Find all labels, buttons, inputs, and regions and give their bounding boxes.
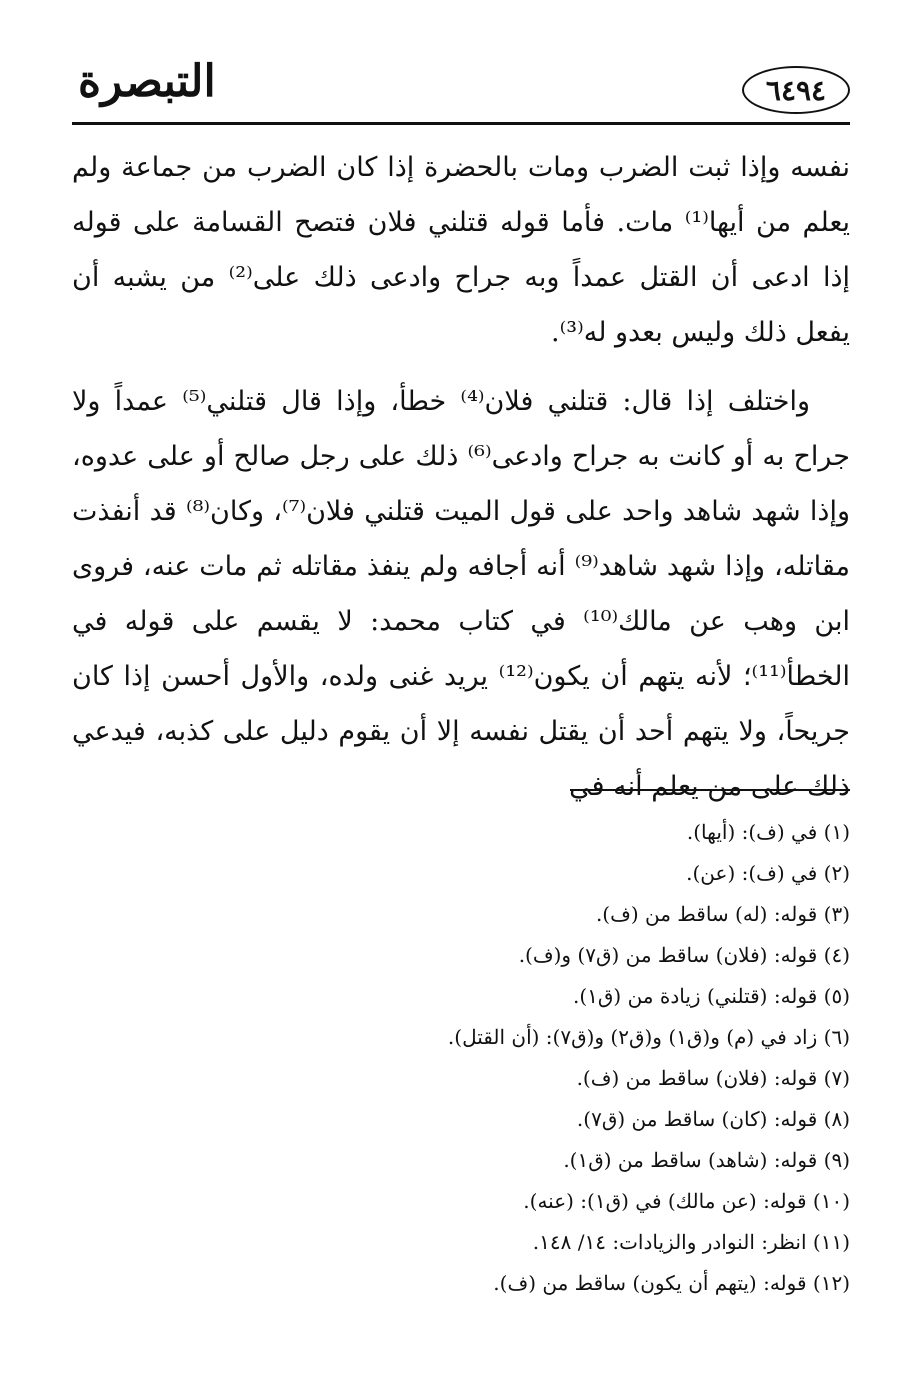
footnote: (١٢) قوله: (يتهم أن يكون) ساقط من (ف).: [493, 1271, 850, 1295]
page-number: ٦٤٩٤: [742, 66, 850, 114]
footnote: (٨) قوله: (كان) ساقط من (ق٧).: [576, 1107, 850, 1131]
footnote: (٧) قوله: (فلان) ساقط من (ف).: [576, 1066, 850, 1090]
page-header: [72, 52, 850, 125]
main-text: [72, 140, 850, 814]
footnote: (١٠) قوله: (عن مالك) في (ق١): (عنه).: [523, 1189, 850, 1213]
footnote: (٥) قوله: (قتلني) زيادة من (ق١).: [572, 984, 850, 1008]
footnotes-list: [72, 812, 850, 1304]
footnote-divider: [570, 789, 850, 791]
footnote: (٦) زاد في (م) و(ق١) و(ق٢) و(ق٧): (أن القتل).: [447, 1025, 850, 1049]
paragraph: واختلف إذا قال: قتلني فلان⁽⁴⁾ خطأ، وإذا قال قتلني⁽⁵⁾ عمداً ولا جراح به أو كانت به جراح وادعى⁽⁶⁾ ذلك على رجل صالح أو على عدوه، وإذا شهد شاهد واحد على قول الميت قتلني فلان⁽⁷⁾، وكان⁽⁸⁾ قد أنفذت مقاتله، وإذا شهد شاهد⁽⁹⁾ أنه أجافه ولم ينفذ مقاتله ثم مات عنه، فروى ابن وهب عن مالك⁽¹⁰⁾ في كتاب محمد: لا يقسم على قوله في الخطأ⁽¹¹⁾؛ لأنه يتهم أن يكون⁽¹²⁾ يريد غنى ولده، والأول أحسن إذا كان جريحاً، ولا يتهم أحد أن يقتل نفسه إلا أن يقوم دليل على كذبه، فيدعي ذلك على من يعلم أنه في: [72, 386, 851, 802]
footnote: (١) في (ف): (أيها).: [686, 820, 850, 844]
footnote: (٣) قوله: (له) ساقط من (ف).: [595, 902, 850, 926]
book-title: التبصرة: [78, 56, 216, 107]
footnote: (١١) انظر: النوادر والزيادات: ١٤/ ١٤٨.: [532, 1230, 850, 1254]
footnote: (٤) قوله: (فلان) ساقط من (ق٧) و(ف).: [518, 943, 850, 967]
paragraph: نفسه وإذا ثبت الضرب ومات بالحضرة إذا كان الضرب من جماعة ولم يعلم من أيها⁽¹⁾ مات. فأما قوله قتلني فلان فتصح القسامة على قوله إذا ادعى أن القتل عمداً وبه جراح وادعى ذلك على⁽²⁾ من يشبه أن يفعل ذلك وليس بعدو له⁽³⁾.: [72, 152, 850, 348]
footnote: (٢) في (ف): (عن).: [686, 861, 850, 885]
footnote: (٩) قوله: (شاهد) ساقط من (ق١).: [563, 1148, 850, 1172]
